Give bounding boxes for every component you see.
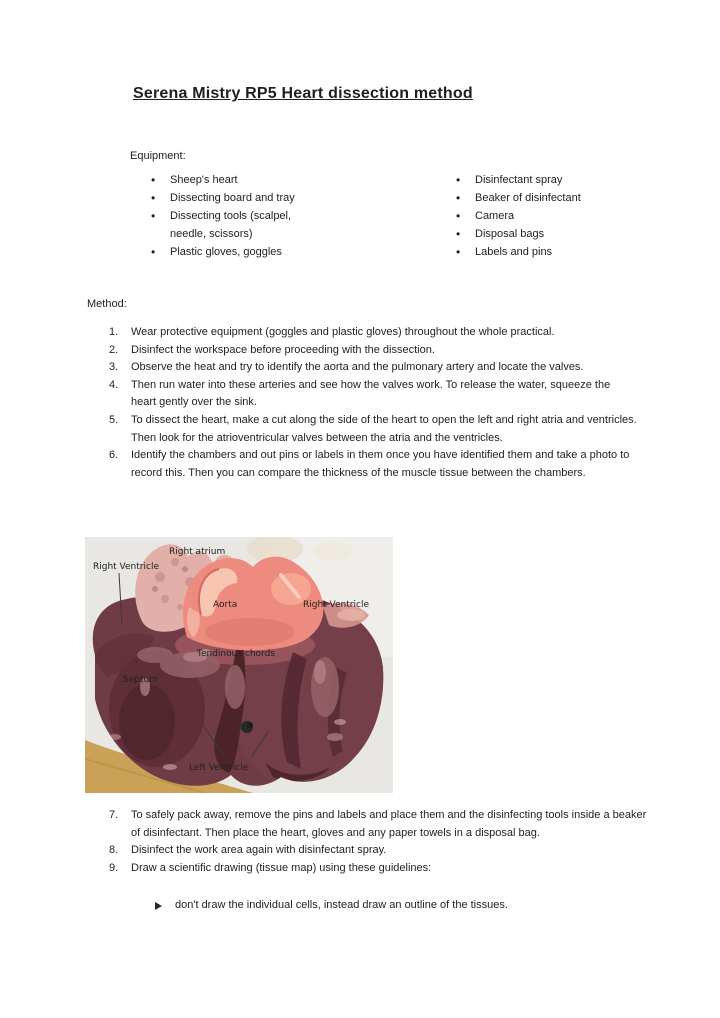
step-number: 5. (109, 413, 119, 426)
heart-dissection-photo (85, 537, 393, 793)
method-sub-bullet: don't draw the individual cells, instead draw an outline of the tissues. (175, 896, 615, 914)
method-steps-after-figure (109, 807, 649, 877)
method-step (109, 807, 649, 842)
step-number: 2. (109, 343, 119, 356)
step-text: Observe the heat and try to identify the aorta and the pulmonary artery and locate the valves. (131, 361, 584, 374)
step-number: 1. (109, 326, 119, 338)
equipment-item: • Camera (454, 207, 619, 225)
step-text: Identify the chambers and out pins or labels in them once you have identified them and take a photo to record this. Then you can compare the thickness of the muscle tissue between the chambers. (131, 449, 630, 479)
step-number: 3. (109, 361, 119, 374)
equipment-list-left (149, 171, 304, 261)
method-heading: Method: (87, 298, 127, 310)
label-right-atrium: Right atrium (169, 547, 226, 557)
equipment-item: • Labels and pins (454, 243, 619, 261)
equipment-item: • Dissecting tools (scalpel, needle, scissors) (149, 207, 304, 243)
step-text: Draw a scientific drawing (tissue map) using these guidelines: (131, 861, 432, 874)
step-text: To safely pack away, remove the pins and labels and place them and the disinfecting tools inside a beaker of disinfectant. Then place the heart, gloves and any paper towels in a disposal bag. (131, 809, 647, 839)
method-steps (109, 324, 637, 482)
step-number: 7. (109, 809, 119, 821)
step-text: Then run water into these arteries and see how the valves work. To release the water, squeeze the heart gently over the sink. (131, 378, 611, 409)
method-step (109, 324, 637, 342)
equipment-item: • Dissecting board and tray (149, 189, 304, 207)
equipment-heading: Equipment: (130, 150, 186, 162)
method-step (109, 447, 637, 482)
equipment-item: • Plastic gloves, goggles (149, 243, 304, 261)
equipment-item: • Disposal bags (454, 225, 619, 243)
step-number: 8. (109, 844, 119, 857)
equipment-item: • Sheep's heart (149, 171, 304, 189)
equipment-item: • Disinfectant spray (454, 171, 619, 189)
label-right-ventricle-right: Right Ventricle (303, 600, 369, 610)
label-left-ventricle: Left Ventricle (189, 763, 249, 773)
step-text: Disinfect the workspace before proceeding with the dissection. (131, 343, 435, 356)
method-step (109, 359, 637, 377)
step-text: Disinfect the work area again with disinfectant spray. (131, 844, 387, 857)
page-title: Serena Mistry RP5 Heart dissection method (133, 85, 473, 102)
step-number: 4. (109, 378, 119, 391)
step-number: 9. (109, 861, 119, 874)
method-step (109, 377, 637, 412)
label-tendinous-chords: Tendinous chords (197, 649, 275, 659)
equipment-list-right (454, 171, 619, 261)
label-right-ventricle-left: Right Ventricle (93, 562, 159, 572)
step-text: To dissect the heart, make a cut along the side of the heart to open the left and right atria and ventricles. Then look for the atrioventricular valves between the atria and the ventricles. (131, 413, 637, 444)
method-step (109, 342, 637, 360)
label-aorta: Aorta (213, 600, 238, 610)
label-septum: Septum (123, 675, 158, 685)
method-step (109, 412, 637, 447)
method-step (109, 842, 649, 860)
method-step (109, 860, 649, 878)
step-number: 6. (109, 449, 119, 462)
step-text: Wear protective equipment (goggles and plastic gloves) throughout the whole practical. (131, 326, 555, 338)
equipment-item: • Beaker of disinfectant (454, 189, 619, 207)
